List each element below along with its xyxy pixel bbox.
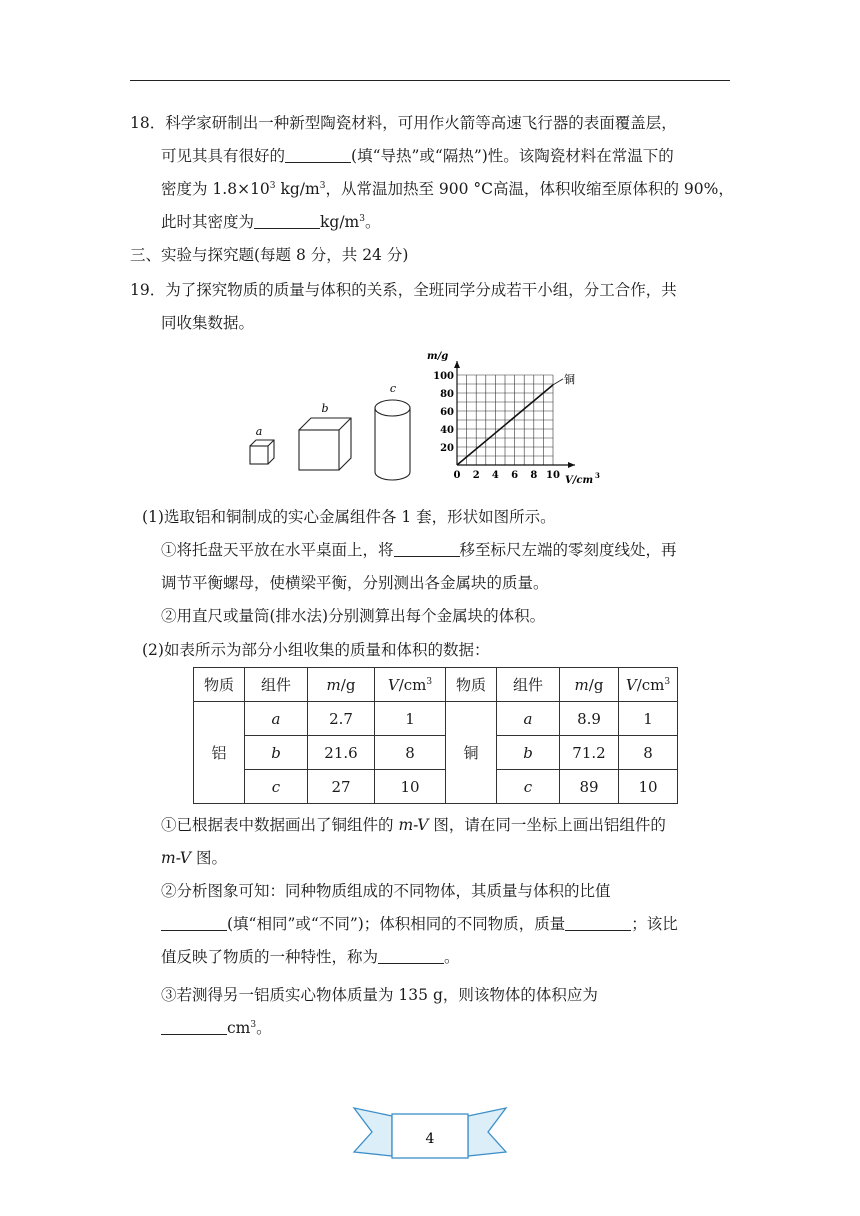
table-row <box>194 770 678 804</box>
x-tick-label: 4 <box>491 470 499 481</box>
data-table <box>193 667 678 804</box>
y-tick-label: 100 <box>433 371 454 382</box>
material-aluminum: 铝 <box>194 702 245 804</box>
q19-part1: (1)选取铝和铜制成的实心金属组件各 1 套，形状如图所示。 <box>142 508 556 526</box>
answer-blank[interactable] <box>254 214 320 229</box>
q19-line2: 同收集数据。 <box>161 314 255 332</box>
table-cell: a <box>245 702 308 736</box>
table-cell: 2.7 <box>308 702 375 736</box>
q18-line1: 18．科学家研制出一种新型陶瓷材料，可用作火箭等高速飞行器的表面覆盖层， <box>130 114 677 132</box>
q18-line4: 此时其密度为 $kg/m^3$。 <box>161 213 381 231</box>
q19-sub3-line1: ③若测得另一铝质实心物体质量为 135 g，则该物体的体积应为 <box>161 986 598 1004</box>
table-header: 物质 <box>446 668 497 702</box>
table-header: $V/cm^3$ <box>619 668 678 702</box>
table-cell: 1 <box>375 702 446 736</box>
x-axis-label: V/cm <box>565 475 594 486</box>
cylinder-c <box>375 400 410 480</box>
q19-sub2-line2: (填“相同”或“不同”)；体积相同的不同物质，质量 ；该比 <box>161 914 678 934</box>
table-cell: a <box>497 702 560 736</box>
y-tick-label: 80 <box>440 389 454 400</box>
material-copper: 铜 <box>446 702 497 804</box>
series-label-leader <box>553 379 563 385</box>
label-b: b <box>321 402 329 415</box>
figure <box>245 350 605 490</box>
table-cell: 10 <box>619 770 678 804</box>
table-cell: 27 <box>308 770 375 804</box>
q18-line2: 可见其具有很好的 (填“导热”或“隔热”)性。该陶瓷材料在常温下的 <box>161 147 674 165</box>
x-tick-label: 6 <box>511 470 519 481</box>
series-label-copper: 铜 <box>564 372 575 386</box>
q19-part1-b: ②用直尺或量筒(排水法)分别测算出每个金属块的体积。 <box>161 607 546 625</box>
table-row <box>194 702 678 736</box>
answer-blank[interactable] <box>285 148 351 163</box>
table-cell: b <box>497 736 560 770</box>
label-a: a <box>255 425 263 438</box>
table-cell: b <box>245 736 308 770</box>
x-tick-label: 2 <box>472 470 480 481</box>
table-cell: 71.2 <box>560 736 619 770</box>
x-tick-label: 10 <box>546 470 560 481</box>
y-tick-label: 40 <box>440 425 454 436</box>
cube-b <box>299 418 351 470</box>
table-header: m/g <box>308 668 375 702</box>
table-cell: 8 <box>619 736 678 770</box>
q19-sub3-line2: $cm^3$。 <box>161 1018 272 1038</box>
table-header: m/g <box>560 668 619 702</box>
table-row <box>194 736 678 770</box>
table-cell: 1 <box>619 702 678 736</box>
banner-left-ribbon <box>354 1108 392 1156</box>
y-tick-label: 60 <box>440 407 454 418</box>
mv-graph <box>433 361 575 481</box>
table-header: 物质 <box>194 668 245 702</box>
answer-blank[interactable] <box>565 916 631 931</box>
x-axis-label-exp: 3 <box>595 471 600 480</box>
q19-part2: (2)如表所示为部分小组收集的质量和体积的数据： <box>142 641 490 659</box>
answer-blank[interactable] <box>161 1020 227 1035</box>
label-c: c <box>389 382 397 395</box>
table-cell: c <box>245 770 308 804</box>
answer-blank[interactable] <box>161 916 227 931</box>
table-cell: 8 <box>375 736 446 770</box>
q19-sub1-line2: m-V 图。 <box>161 849 227 867</box>
table-header-row <box>194 668 678 702</box>
table-cell: 21.6 <box>308 736 375 770</box>
q19-line1: 19．为了探究物质的质量与体积的关系，全班同学分成若干小组，分工合作，共 <box>130 281 677 299</box>
table-cell: c <box>497 770 560 804</box>
y-tick-label: 20 <box>440 443 454 454</box>
table-header: 组件 <box>245 668 308 702</box>
section-heading: 三、实验与探究题(每题 8 分，共 24 分) <box>130 246 409 264</box>
x-axis-arrow <box>568 462 575 468</box>
cube-a <box>250 440 274 464</box>
banner-right-ribbon <box>468 1108 506 1156</box>
q19-sub1-line1: ①已根据表中数据画出了铜组件的 m-V 图，请在同一坐标上画出铝组件的 <box>161 816 666 834</box>
page-number: 4 <box>425 1131 435 1147</box>
table-cell: 89 <box>560 770 619 804</box>
y-axis-label: m/g <box>427 351 449 362</box>
table-cell: 8.9 <box>560 702 619 736</box>
header-rule <box>130 80 730 81</box>
table-header: 组件 <box>497 668 560 702</box>
q19-part1-a-line1: ①将托盘天平放在水平桌面上，将 移至标尺左端的零刻度线处，再 <box>161 541 677 559</box>
answer-blank[interactable] <box>394 542 460 557</box>
x-tick-label: 8 <box>530 470 538 481</box>
table-header: $V/cm^3$ <box>375 668 446 702</box>
q19-sub2-line1: ②分析图象可知：同种物质组成的不同物体，其质量与体积的比值 <box>161 882 611 900</box>
answer-blank[interactable] <box>378 949 444 964</box>
x-tick-label: 0 <box>453 470 461 481</box>
q19-sub2-line3: 值反映了物质的一种特性，称为 。 <box>161 948 460 966</box>
q18-line3: 密度为 $1.8\times 10^3$ $kg/m^3$，从常温加热至 900 °C高温，体积收缩至原体积的 90%， <box>161 180 734 198</box>
q19-part1-a-line2: 调节平衡螺母，使横梁平衡，分别测出各金属块的质量。 <box>161 574 549 592</box>
table-cell: 10 <box>375 770 446 804</box>
y-axis-arrow <box>454 361 460 368</box>
page-number-banner <box>352 1102 508 1166</box>
